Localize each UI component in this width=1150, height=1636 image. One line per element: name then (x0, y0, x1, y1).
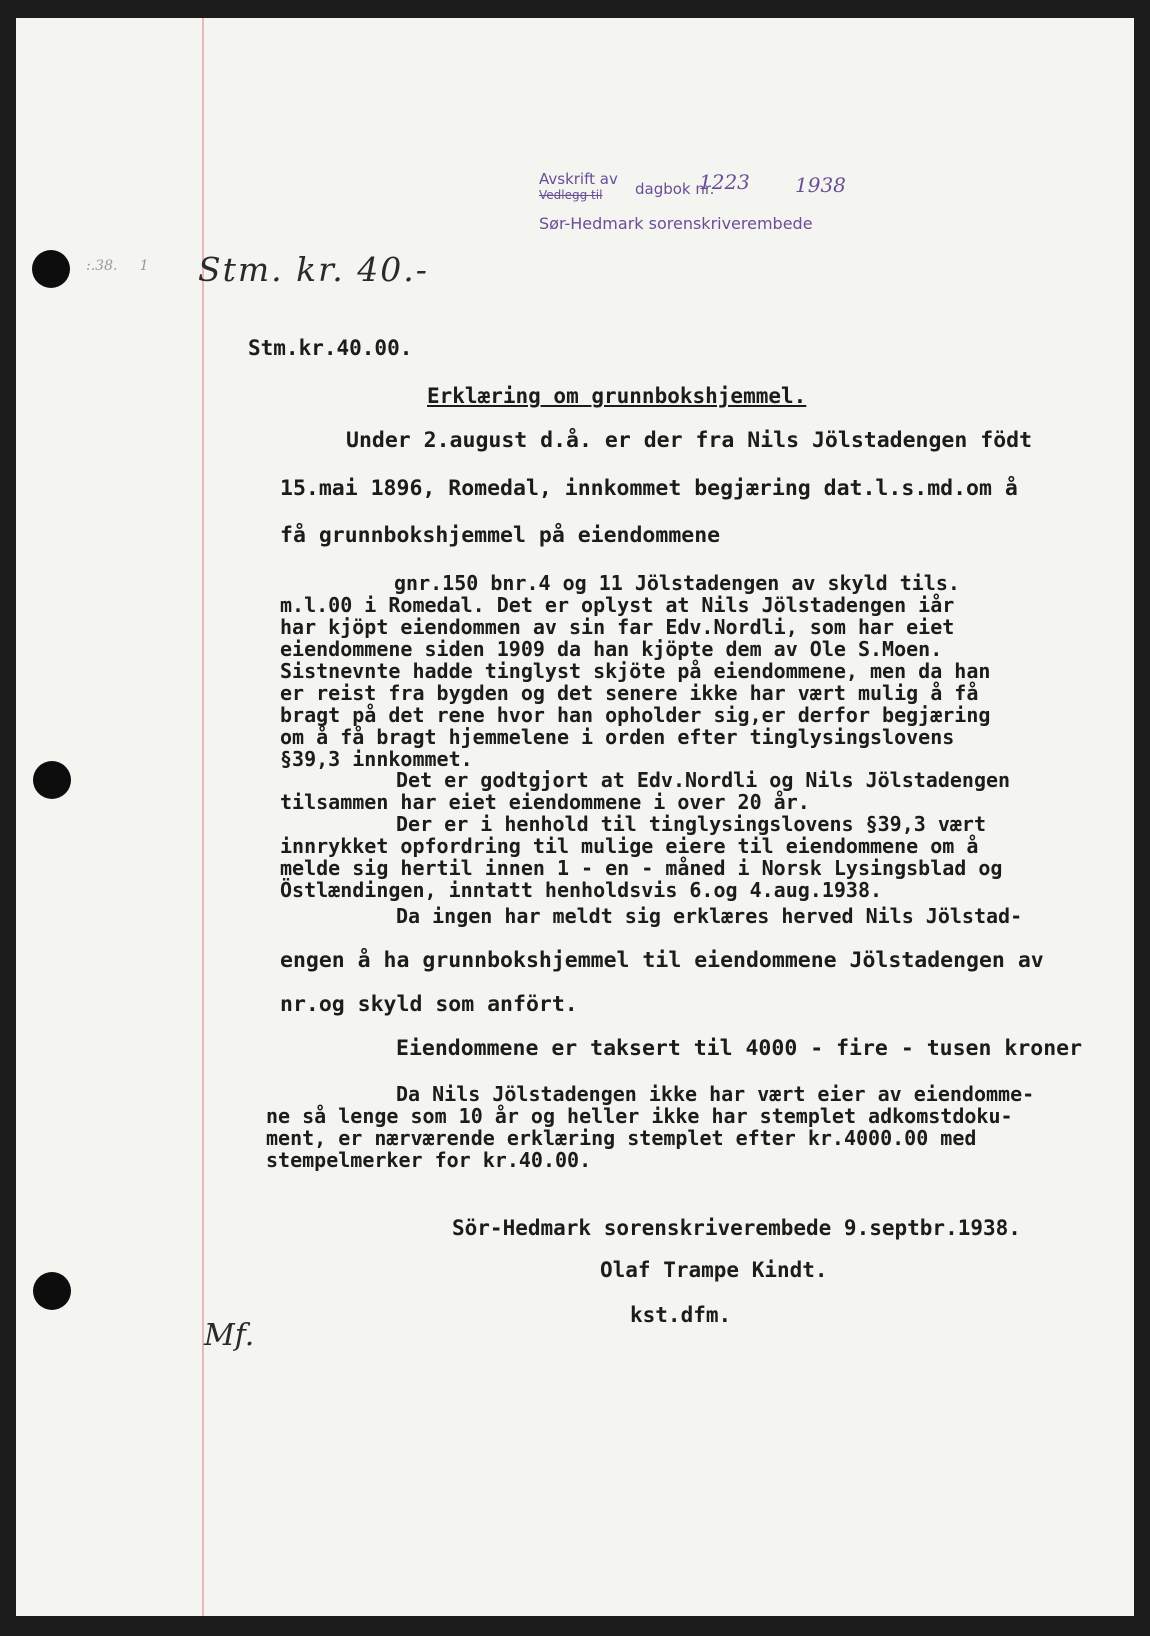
document-title: Erklæring om grunnbokshjemmel. (427, 384, 807, 408)
body-line: ne så lenge som 10 år og heller ikke har stemplet adkomstdoku- (266, 1104, 1013, 1128)
handwritten-fee-note: Stm. kr. 40.- (198, 250, 429, 289)
stamp-fee-line: Stm.kr.40.00. (248, 336, 413, 360)
stamp-avskrift: Avskrift av (539, 170, 618, 188)
body-line: er reist fra bygden og det senere ikke har vært mulig å få (280, 681, 979, 705)
signature-title: kst.dfm. (630, 1303, 732, 1327)
punch-hole (33, 761, 71, 799)
body-line: eiendommene siden 1909 da han kjöpte dem av Ole S.Moen. (280, 637, 943, 661)
body-line: m.l.00 i Romedal. Det er oplyst at Nils Jölstadengen iår (280, 593, 955, 617)
body-line: tilsammen har eiet eiendommene i over 20 år. (280, 790, 810, 814)
document-page (16, 18, 1134, 1616)
body-line: Östlændingen, inntatt henholdsvis 6.og 4.aug.1938. (280, 878, 883, 902)
body-line: Der er i henhold til tinglysingslovens §39,3 vært (396, 812, 987, 836)
faint-margin-mark: :.38. 1 (86, 258, 149, 274)
stamp-dagbok-number: 1223 (699, 170, 750, 194)
punch-hole (33, 1272, 71, 1310)
signature-name: Olaf Trampe Kindt. (600, 1258, 828, 1282)
stamp-office: Sør-Hedmark sorenskriverembede (539, 214, 813, 233)
body-line: 15.mai 1896, Romedal, innkommet begjæring dat.l.s.md.om å (280, 476, 1018, 501)
body-line: bragt på det rene hvor han opholder sig,er derfor begjæring (280, 703, 991, 727)
stamp-struck-text: Vedlegg til (539, 188, 603, 202)
body-line: Sistnevnte hadde tinglyst skjöte på eiendommene, men da han (280, 659, 991, 683)
body-line: melde sig hertil innen 1 - en - måned i Norsk Lysingsblad og (280, 856, 1003, 880)
body-line: engen å ha grunnbokshjemmel til eiendommene Jölstadengen av (280, 948, 1044, 973)
body-line: Da Nils Jölstadengen ikke har vært eier av eiendomme- (396, 1082, 1035, 1106)
body-line: gnr.150 bnr.4 og 11 Jölstadengen av skyld tils. (394, 571, 960, 595)
punch-hole (32, 250, 70, 288)
body-line: Det er godtgjort at Edv.Nordli og Nils Jölstadengen (396, 768, 1011, 792)
body-line: innrykket opfordring til mulige eiere til eiendommene om å (280, 834, 979, 858)
body-line: ment, er nærværende erklæring stemplet efter kr.4000.00 med (266, 1126, 977, 1150)
body-line: §39,3 innkommet. (280, 747, 473, 771)
stamp-year: 1938 (795, 173, 846, 197)
stamp-dagbok-label: dagbok nr. (635, 180, 715, 198)
body-line: nr.og skyld som anfört. (280, 992, 578, 1017)
body-line: Eiendommene er taksert til 4000 - fire - tusen kroner (396, 1036, 1083, 1061)
body-line: stempelmerker for kr.40.00. (266, 1148, 592, 1172)
body-line: har kjöpt eiendommen av sin far Edv.Nordli, som har eiet (280, 615, 955, 639)
body-line: Da ingen har meldt sig erklæres herved Nils Jölstad- (396, 904, 1023, 928)
handwritten-initials: Mf. (204, 1318, 255, 1353)
place-date: Sör-Hedmark sorenskriverembede 9.septbr.1938. (452, 1216, 1021, 1240)
body-line: om å få bragt hjemmelene i orden efter tinglysingslovens (280, 725, 955, 749)
body-line: Under 2.august d.å. er der fra Nils Jölstadengen födt (346, 428, 1033, 453)
body-line: få grunnbokshjemmel på eiendommene (280, 523, 721, 548)
